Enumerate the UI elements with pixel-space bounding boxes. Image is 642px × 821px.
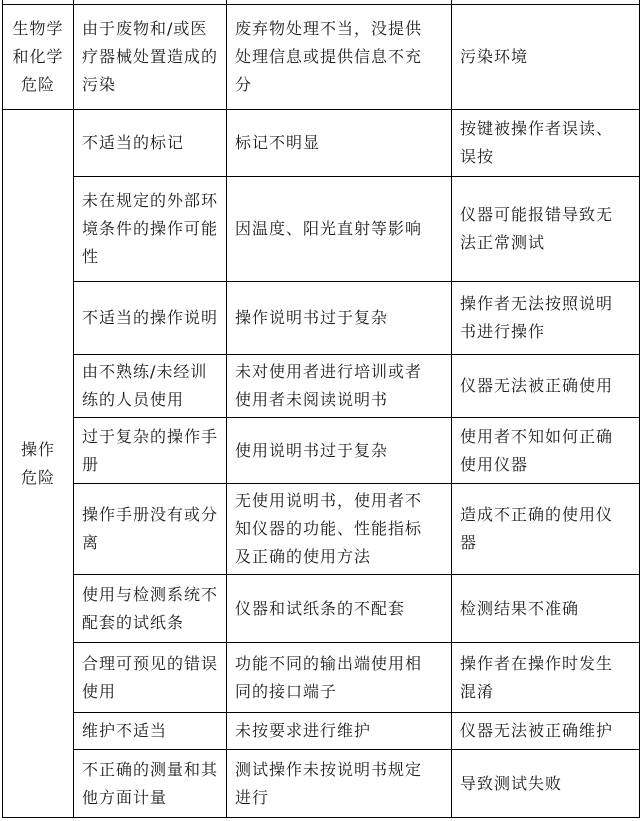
cause-cell: 因温度、阳光直射等影响 [227,177,452,282]
effect-cell: 按键被操作者误读、误按 [452,110,640,177]
category-line: 生物学 [12,19,64,38]
table-row [3,484,640,575]
hazard-cell: 不适当的标记 [74,110,227,177]
category-line: 操作 [20,439,55,459]
cause-cell: 未对使用者进行培训或者使用者未阅读说明书 [227,355,452,418]
category-line: 危险 [20,467,55,487]
cause-cell: 标记不明显 [227,110,452,177]
effect-cell: 操作者无法按照说明书进行操作 [452,282,640,355]
cause-cell: 使用说明书过于复杂 [227,418,452,484]
effect-cell: 仪器无法被正确维护 [452,713,640,750]
table-row [3,750,640,818]
table-row [3,5,640,110]
cause-cell: 未按要求进行维护 [227,713,452,750]
hazard-cell: 过于复杂的操作手册 [74,418,227,484]
hazard-cell: 由不熟练/未经训练的人员使用 [74,355,227,418]
table-row [3,575,640,643]
category-cell-bio-chemical-hazard [3,5,74,110]
effect-cell: 导致测试失败 [452,750,640,818]
table-row [3,418,640,484]
hazard-cell: 不适当的操作说明 [74,282,227,355]
cause-cell: 无使用说明书，使用者不知仪器的功能、性能指标及正确的使用方法 [227,484,452,575]
hazard-cell: 使用与检测系统不配套的试纸条 [74,575,227,643]
hazard-cell: 由于废物和/或医疗器械处置造成的污染 [74,5,227,110]
category-cell-operation-hazard [3,110,74,818]
hazard-cell: 不正确的测量和其他方面计量 [74,750,227,818]
cause-cell: 仪器和试纸条的不配套 [227,575,452,643]
effect-cell: 使用者不知如何正确使用仪器 [452,418,640,484]
cause-cell: 废弃物处理不当，没提供处理信息或提供信息不充分 [227,5,452,110]
effect-cell: 仪器无法被正确使用 [452,355,640,418]
effect-cell: 造成不正确的使用仪器 [452,484,640,575]
cause-cell: 功能不同的输出端使用相同的接口端子 [227,643,452,713]
category-line: 危险 [20,75,55,94]
effect-cell: 检测结果不准确 [452,575,640,643]
hazard-cell: 未在规定的外部环境条件的操作可能性 [74,177,227,282]
category-line: 和化学 [12,47,64,66]
table-row [3,643,640,713]
table-row [3,110,640,177]
hazard-cell: 维护不适当 [74,713,227,750]
effect-cell: 仪器可能报错导致无法正常测试 [452,177,640,282]
cause-cell: 测试操作未按说明书规定进行 [227,750,452,818]
table-row [3,713,640,750]
table-row [3,355,640,418]
effect-cell: 操作者在操作时发生混淆 [452,643,640,713]
table-row [3,177,640,282]
table-row [3,282,640,355]
effect-cell: 污染环境 [452,5,640,110]
cause-cell: 操作说明书过于复杂 [227,282,452,355]
risk-analysis-table [2,0,640,818]
hazard-cell: 合理可预见的错误使用 [74,643,227,713]
hazard-cell: 操作手册没有或分离 [74,484,227,575]
